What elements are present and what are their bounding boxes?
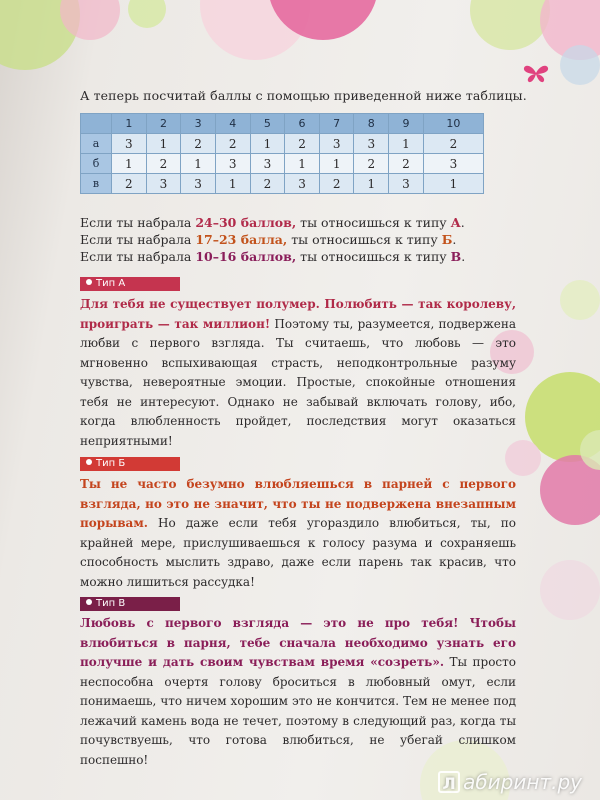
range-points: 17–23 балла,: [195, 232, 288, 247]
table-cell: 1: [285, 154, 320, 174]
table-cell: 2: [181, 134, 216, 154]
score-ranges: [80, 214, 465, 265]
range-line: [80, 214, 465, 231]
table-row: [81, 174, 484, 194]
table-cell: 3: [215, 154, 250, 174]
table-cell: 1: [112, 154, 147, 174]
table-cell: 1: [319, 154, 354, 174]
range-text: .: [461, 249, 466, 264]
range-text: .: [460, 215, 465, 230]
table-cell: 1: [146, 134, 181, 154]
intro-text: А теперь посчитай баллы с помощью приведенной ниже таблицы.: [80, 88, 527, 103]
column-header: 4: [215, 114, 250, 134]
table-cell: 3: [389, 174, 424, 194]
butterfly-icon: [523, 63, 549, 83]
range-text: Если ты набрала: [80, 249, 196, 264]
range-text: .: [452, 232, 457, 247]
score-table: [80, 113, 484, 194]
watermark: [438, 770, 582, 794]
table-cell: 1: [354, 174, 389, 194]
type-c-lead: Любовь с первого взгляда — это не про тебя! Чтобы влюбиться в парня, тебе сначала необходимо узнать его получше и дать своим чувствам время «созреть».: [80, 616, 516, 669]
table-row: [81, 154, 484, 174]
decor-circle: [560, 280, 600, 320]
table-cell: 1: [423, 174, 483, 194]
table-cell: 2: [354, 154, 389, 174]
type-a-lead: Для тебя не существует полумер. Полюбить — так королеву, проиграть — так миллион!: [80, 297, 516, 331]
column-header: 10: [423, 114, 483, 134]
table-cell: 2: [319, 174, 354, 194]
column-header: 2: [146, 114, 181, 134]
table-cell: 3: [319, 134, 354, 154]
type-label-text: Тип А: [96, 278, 126, 289]
range-type: В: [450, 249, 462, 264]
type-label-text: Тип Б: [96, 458, 126, 469]
range-line: [80, 231, 465, 248]
range-type: Б: [441, 232, 453, 247]
decor-circle: [128, 0, 166, 28]
type-a-description: [80, 295, 516, 451]
table-cell: 2: [423, 134, 483, 154]
table-cell: 3: [423, 154, 483, 174]
table-body: [81, 134, 484, 194]
table-cell: 3: [146, 174, 181, 194]
type-c-label: [80, 597, 180, 611]
range-points: 24–30 баллов,: [195, 215, 297, 230]
table-cell: 2: [250, 174, 285, 194]
type-b-lead: Ты не часто безумно влюбляешься в парней с первого взгляда, но это не значит, что ты не подвержена внезапным порывам.: [80, 477, 516, 530]
type-c-description: [80, 614, 516, 770]
table-cell: 1: [250, 134, 285, 154]
table-cell: 2: [146, 154, 181, 174]
table-cell: 3: [354, 134, 389, 154]
decor-circle: [540, 560, 600, 620]
type-b-body: Но даже если тебя угораздило влюбиться, ты, по крайней мере, прислушиваешься к голосу разума и сохраняешь способность мыслить здраво, даже если парень так красив, что можно лишиться рассудка!: [80, 516, 516, 589]
type-a-label: [80, 277, 180, 291]
range-text: ты относишься к типу: [287, 232, 442, 247]
table-cell: 3: [250, 154, 285, 174]
table-header-row: [81, 114, 484, 134]
range-points: 10–16 баллов,: [195, 249, 297, 264]
row-header: б: [81, 154, 112, 174]
range-text: Если ты набрала: [80, 232, 196, 247]
range-text: ты относишься к типу: [296, 215, 451, 230]
table-cell: 1: [181, 154, 216, 174]
table-cell: 1: [389, 134, 424, 154]
table-cell: 2: [285, 134, 320, 154]
column-header: 7: [319, 114, 354, 134]
table-corner: [81, 114, 112, 134]
type-c-body: Ты просто неспособна очертя голову броситься в любовный омут, если понимаешь, что ничем хорошим это не кончится. Тем не менее под лежачий камень вода не течет, поэтому в следующий раз, когда ты почувствуешь, что готова влюбиться, не убегай слишком поспешно!: [80, 655, 516, 767]
table-cell: 1: [215, 174, 250, 194]
type-label-text: Тип В: [96, 598, 126, 609]
table-cell: 3: [285, 174, 320, 194]
range-line: [80, 248, 465, 265]
table-cell: 2: [389, 154, 424, 174]
watermark-text: абиринт.ру: [463, 770, 582, 794]
range-text: Если ты набрала: [80, 215, 196, 230]
table-cell: 3: [112, 134, 147, 154]
range-text: ты относишься к типу: [296, 249, 451, 264]
table-cell: 3: [181, 174, 216, 194]
table-row: [81, 134, 484, 154]
watermark-logo-icon: Л: [438, 771, 460, 793]
column-header: 9: [389, 114, 424, 134]
type-a-body: Поэтому ты, разумеется, подвержена любви с первого взгляда. Ты считаешь, что любовь — это мгновенно вспыхивающая страсть, неподконтрольные разуму чувства, невероятные эмоции. Простые, спокойные отношения тебя не интересуют. Однако не забывай включать голову, ибо, когда влюбленность пройдет, последствия могут оказаться неприятными!: [80, 316, 516, 448]
column-header: 6: [285, 114, 320, 134]
table-cell: 2: [215, 134, 250, 154]
bullet-icon: [86, 279, 92, 285]
table-cell: 2: [112, 174, 147, 194]
column-header: 5: [250, 114, 285, 134]
range-type: А: [450, 215, 461, 230]
row-header: а: [81, 134, 112, 154]
bullet-icon: [86, 599, 92, 605]
type-b-description: [80, 475, 516, 592]
decor-circle: [470, 0, 550, 50]
column-header: 3: [181, 114, 216, 134]
bullet-icon: [86, 459, 92, 465]
decor-circle: [560, 45, 600, 85]
row-header: в: [81, 174, 112, 194]
column-header: 8: [354, 114, 389, 134]
type-b-label: [80, 457, 180, 471]
column-header: 1: [112, 114, 147, 134]
